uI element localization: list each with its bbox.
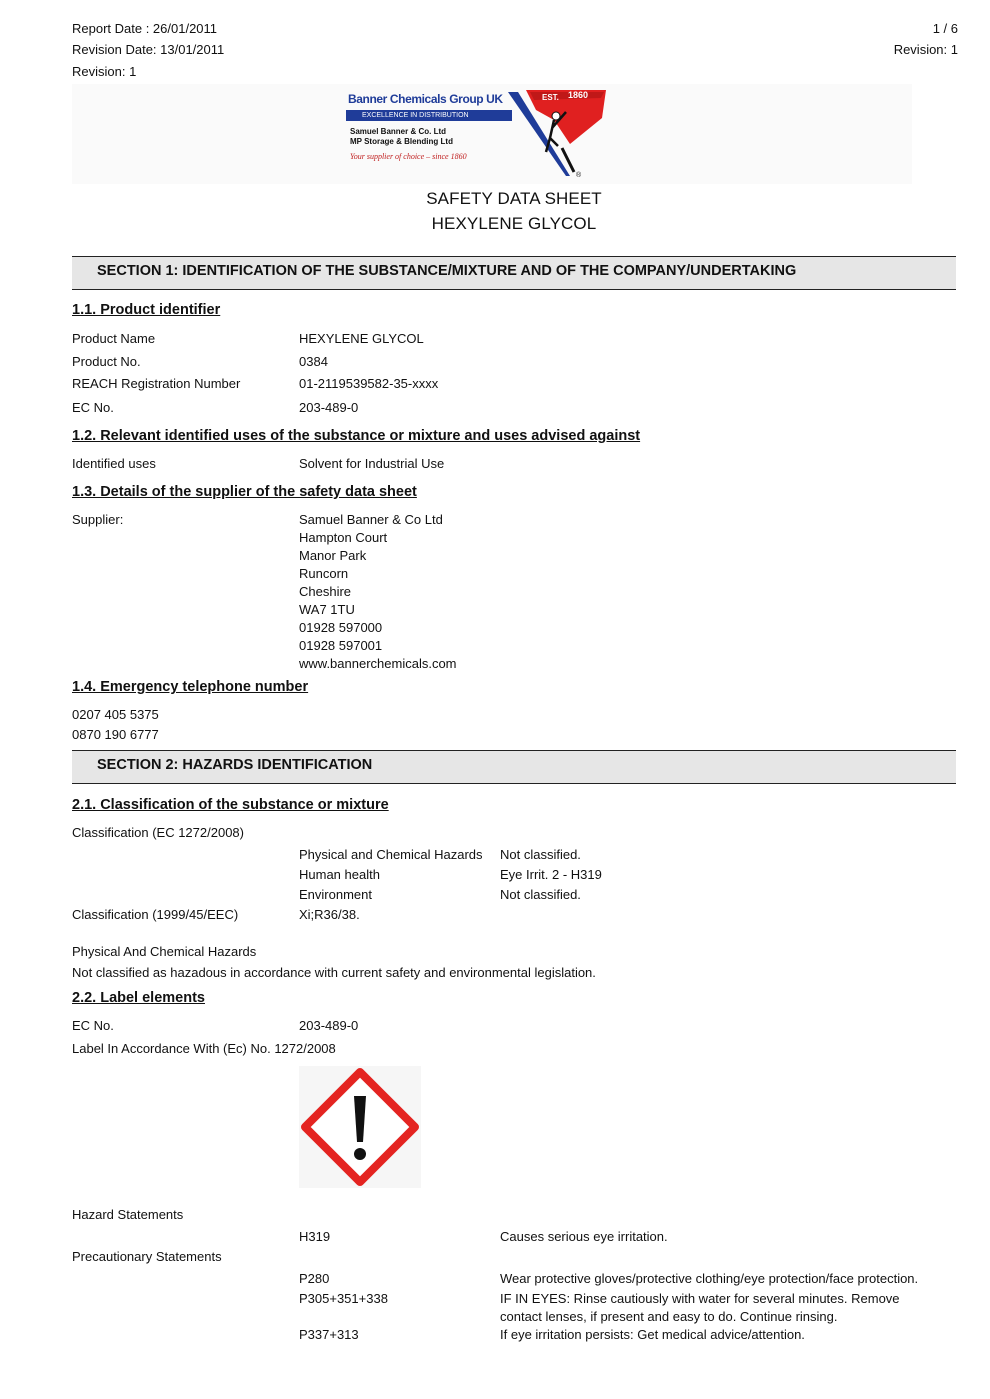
product-name-value: HEXYLENE GLYCOL (299, 331, 424, 346)
precaution-text: IF IN EYES: Rinse cautiously with water for several minutes. Remove (500, 1291, 900, 1306)
hazard-code: H319 (299, 1229, 331, 1244)
classification-eec-value: Xi;R36/38. (299, 907, 360, 922)
supplier-phone: 01928 597000 (299, 620, 383, 635)
classification-ec-label: Classification (EC 1272/2008) (72, 825, 244, 840)
product-name-label: Product Name (72, 331, 156, 346)
identified-uses-value: Solvent for Industrial Use (299, 456, 445, 471)
supplier-line: Hampton Court (299, 530, 388, 545)
phys-chem-text: Not classified as hazadous in accordance with current safety and environmental legislation. (72, 965, 596, 980)
precaution-text: If eye irritation persists: Get medical advice/attention. (500, 1327, 805, 1342)
identified-uses-label: Identified uses (72, 456, 156, 471)
report-date: Report Date : 26/01/2011 (72, 21, 218, 36)
document-product: HEXYLENE GLYCOL (431, 214, 597, 233)
supplier-line: Cheshire (299, 584, 352, 599)
revision-right: Revision: 1 (893, 42, 958, 57)
revision-left: Revision: 1 (72, 64, 137, 79)
precaution-code: P337+313 (299, 1327, 359, 1342)
subsection-1-4: 1.4. Emergency telephone number (72, 679, 309, 695)
reach-value: 01-2119539582-35-xxxx (299, 376, 439, 391)
classification-eec-label: Classification (1999/45/EEC) (72, 907, 239, 922)
phys-chem-heading: Physical And Chemical Hazards (72, 944, 257, 959)
revision-date: Revision Date: 13/01/2011 (72, 42, 225, 57)
logo-emblem-icon (506, 88, 616, 182)
supplier-website: www.bannerchemicals.com (299, 656, 457, 671)
subsection-1-1: 1.1. Product identifier (72, 302, 221, 318)
hazard-text: Causes serious eye irritation. (500, 1229, 668, 1244)
ec-no-value: 203-489-0 (299, 400, 359, 415)
hazard-category-label: Human health (299, 867, 380, 882)
section2-header (72, 750, 956, 784)
logo-line1: Samuel Banner & Co. Ltd (350, 127, 447, 136)
page-number: 1 / 6 (932, 21, 958, 36)
product-no-value: 0384 (299, 354, 328, 369)
section1-title: SECTION 1: IDENTIFICATION OF THE SUBSTANCE/MIXTURE AND OF THE COMPANY/UNDERTAKING (97, 263, 797, 279)
hazard-category-value: Eye Irrit. 2 - H319 (500, 867, 602, 882)
supplier-line: Samuel Banner & Co Ltd (299, 512, 443, 527)
ec-no-label: EC No. (72, 400, 114, 415)
company-logo (346, 88, 616, 182)
logo-registered-mark: ® (576, 172, 582, 179)
hazard-category-label: Physical and Chemical Hazards (299, 847, 483, 862)
logo-est-year: 1860 (568, 90, 589, 100)
precaution-text: Wear protective gloves/protective clothing/eye protection/face protection. (500, 1271, 919, 1286)
logo-line2: MP Storage & Blending Ltd (350, 137, 453, 146)
emergency-phone-2: 0870 190 6777 (72, 727, 159, 742)
subsection-1-3: 1.3. Details of the supplier of the safety data sheet (72, 484, 417, 500)
product-no-label: Product No. (72, 354, 141, 369)
logo-est-text: EST. (542, 93, 559, 102)
supplier-line: Runcorn (299, 566, 349, 581)
hazard-category-value: Not classified. (500, 847, 581, 862)
emergency-phone-1: 0207 405 5375 (72, 707, 159, 722)
hazard-category-value: Not classified. (500, 887, 581, 902)
supplier-line: Manor Park (299, 548, 367, 563)
precaution-code: P305+351+338 (299, 1291, 388, 1306)
section1-header (72, 256, 956, 290)
subsection-2-2: 2.2. Label elements (72, 990, 205, 1006)
supplier-line: WA7 1TU (299, 602, 355, 617)
label-ec-no-value: 203-489-0 (299, 1018, 359, 1033)
reach-label: REACH Registration Number (72, 376, 241, 391)
logo-company-name: Banner Chemicals Group UK (348, 92, 503, 106)
label-accordance: Label In Accordance With (Ec) No. 1272/2008 (72, 1041, 336, 1056)
precaution-text: contact lenses, if present and easy to do. Continue rinsing. (500, 1309, 838, 1324)
logo-tagline: EXCELLENCE IN DISTRIBUTION (346, 110, 512, 121)
supplier-label: Supplier: (72, 512, 124, 527)
document-title: SAFETY DATA SHEET (426, 189, 602, 208)
hazard-statements-label: Hazard Statements (72, 1207, 184, 1222)
hazard-category-label: Environment (299, 887, 372, 902)
label-ec-no-label: EC No. (72, 1018, 114, 1033)
precautionary-statements-label: Precautionary Statements (72, 1249, 222, 1264)
logo-slogan: Your supplier of choice – since 1860 (350, 152, 467, 161)
section2-title: SECTION 2: HAZARDS IDENTIFICATION (97, 757, 373, 773)
exclamation-mark-ghs-icon (299, 1066, 421, 1188)
supplier-fax: 01928 597001 (299, 638, 383, 653)
subsection-1-2: 1.2. Relevant identified uses of the substance or mixture and uses advised against (72, 428, 641, 444)
subsection-2-1: 2.1. Classification of the substance or mixture (72, 797, 389, 813)
precaution-code: P280 (299, 1271, 330, 1286)
